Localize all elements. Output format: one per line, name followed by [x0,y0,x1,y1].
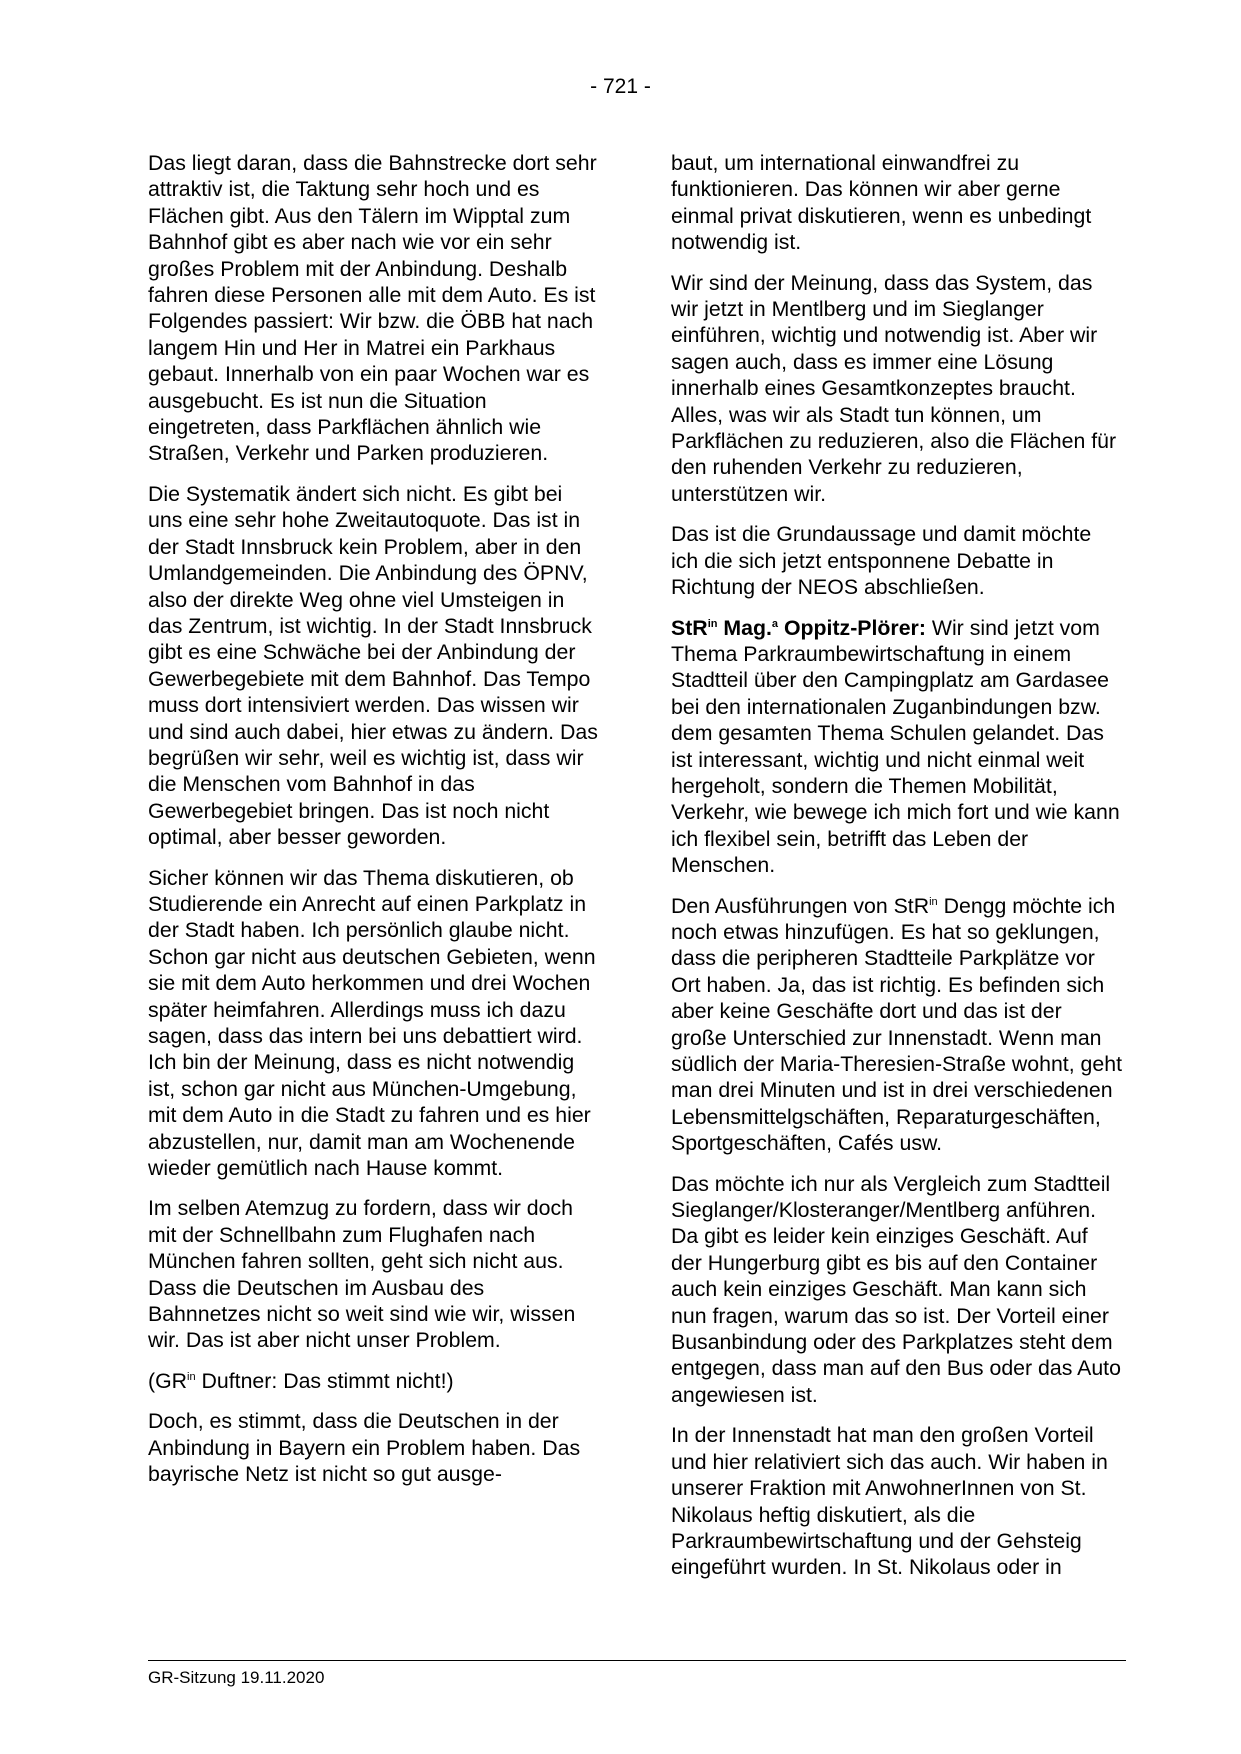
footer-divider [148,1660,1126,1661]
paragraph: Wir sind der Meinung, dass das System, das wir jetzt in Mentlberg und im Sieglanger einführen, wichtig und notwendig ist. Aber wir sagen auch, dass es immer eine Lösung innerhalb eines Gesamtkonzeptes braucht. Alles, was wir als Stadt tun können, um Parkflächen zu reduzieren, also die Flächen für den ruhenden Verkehr zu reduzieren, unterstützen wir. [671,270,1117,506]
paragraph-part: Den Ausführungen von StR [671,893,930,918]
speaker-text: Wir sind jetzt vom Thema Parkraumbewirtschaftung in einem Stadtteil über den Campingplatz am Gardasee bei den internationalen Zuganbindungen bzw. dem gesamten Thema Schulen gelandet. Das ist interessant, wichtig und nicht einmal weit hergeholt, sondern die Themen Mobilität, Verkehr, wie bewege ich mich fort und wie kann ich flexibel sein, betrifft das Leben der Menschen. [671,615,1120,878]
paragraph: Doch, es stimmt, dass die Deutschen in der Anbindung in Bayern ein Problem haben. Das bayrische Netz ist nicht so gut ausge- [148,1409,581,1487]
interjection-sup: in [187,1370,196,1383]
paragraph: Das ist die Grundaussage und damit möchte ich die sich jetzt entsponnene Debatte in Richtung der NEOS abschließen. [671,522,1092,600]
footer-text: GR-Sitzung 19.11.2020 [148,1668,325,1687]
speaker-sup: in [707,617,718,630]
page-number: - 721 - [590,75,651,98]
speaker-title: StR [671,615,708,640]
paragraph-part: Dengg möchte ich noch etwas hinzufügen. Es hat so geklungen, dass die peripheren Stadtteile Parkplätze vor Ort haben. Ja, das ist richtig. Es befinden sich aber keine Geschäfte dort und das ist der große Unterschied zur Innenstadt. Wenn man südlich der Maria-Theresien-Straße wohnt, geht man drei Minuten und ist in drei verschiedenen Lebensmittelgschäften, Reparaturgeschäften, Sportgeschäften, Cafés usw. [671,893,1122,1156]
paragraph: Im selben Atemzug zu fordern, dass wir doch mit der Schnellbahn zum Flughafen nach München fahren sollten, geht sich nicht aus. Dass die Deutschen im Ausbau des Bahnnetzes nicht so weit sind wie wir, wissen wir. Das ist aber nicht unser Problem. [148,1196,576,1353]
paragraph [671,893,1123,1157]
interjection-open: (GR [148,1368,188,1393]
speaker-paragraph [671,615,1123,879]
paragraph: Sicher können wir das Thema diskutieren, ob Studierende ein Anrecht auf einen Parkplatz in der Stadt haben. Ich persönlich glaube nicht. Schon gar nicht aus deutschen Gebieten, wenn sie mit dem Auto herkommen und drei Wochen später heimfahren. Allerdings muss ich dazu sagen, dass das intern bei uns debattiert wird. Ich bin der Meinung, dass es nicht notwendig ist, schon gar nicht aus München-Umgebung, mit dem Auto in die Stadt zu fahren und es hier abzustellen, nur, damit man am Wochenende wieder gemütlich nach Hause kommt. [148,865,596,1181]
right-column [671,150,1123,1595]
paragraph-sup: in [929,895,938,908]
paragraph: baut, um international einwandfrei zu funktionieren. Das können wir aber gerne einmal privat diskutieren, wenn es unbedingt notwendig ist. [671,151,1092,255]
paragraph: In der Innenstadt hat man den großen Vorteil und hier relativiert sich das auch. Wir haben in unserer Fraktion mit AnwohnerInnen von St. Nikolaus heftig diskutiert, als die Parkraumbewirtschaftung und der Gehsteig eingeführt wurden. In St. Nikolaus oder in [671,1423,1108,1580]
speaker-surname: Oppitz-Plörer: [778,615,926,640]
interjection [148,1368,600,1394]
paragraph: Das möchte ich nur als Vergleich zum Stadtteil Sieglanger/Klosteranger/Mentlberg anführen. Da gibt es leider kein einziges Geschäft. Auf der Hungerburg gibt es bis auf den Container auch kein einziges Geschäft. Man kann sich nun fragen, warum das so ist. Der Vorteil einer Busanbindung oder des Parkplatzes steht dem entgegen, dass man auf den Bus oder das Auto angewiesen ist. [671,1171,1121,1407]
paragraph: Das liegt daran, dass die Bahnstrecke dort sehr attraktiv ist, die Taktung sehr hoch und es Flächen gibt. Aus den Tälern im Wipptal zum Bahnhof gibt es aber nach wie vor ein sehr großes Problem mit der Anbindung. Deshalb fahren diese Personen alle mit dem Auto. Es ist Folgendes passiert: Wir bzw. die ÖBB hat nach langem Hin und Her in Matrei ein Parkhaus gebaut. Innerhalb von ein paar Wochen war es ausgebucht. Es ist nun die Situation eingetreten, dass Parkflächen ähnlich wie Straßen, Verkehr und Parken produzieren. [148,151,597,466]
speaker-name [671,616,926,640]
speaker-degree: Mag. [717,615,772,640]
speaker-degree-sup: a [771,617,779,630]
interjection-text: Duftner: Das stimmt nicht!) [195,1368,454,1393]
left-column [148,150,600,1502]
paragraph: Die Systematik ändert sich nicht. Es gibt bei uns eine sehr hohe Zweitautoquote. Das ist in der Stadt Innsbruck kein Problem, aber in den Umlandgemeinden. Die Anbindung des ÖPNV, also der direkte Weg ohne viel Umsteigen in das Zentrum, ist wichtig. In der Stadt Innsbruck gibt es eine Schwäche bei der Anbindung der Gewerbegebiete mit dem Bahnhof. Das Tempo muss dort intensiviert werden. Das wissen wir und sind auch dabei, hier etwas zu ändern. Das begrüßen wir sehr, weil es wichtig ist, dass wir die Menschen vom Bahnhof in das Gewerbegebiet bringen. Das ist noch nicht optimal, aber besser geworden. [148,481,598,850]
